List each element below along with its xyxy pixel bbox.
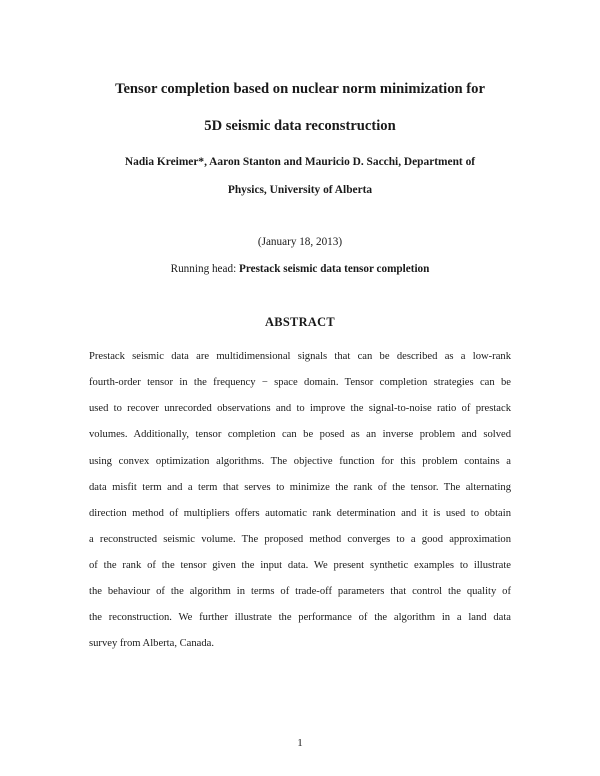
abstract-line: direction method of multipliers offers automatic rank determination and it is used to obtain	[89, 508, 511, 519]
date: (January 18, 2013)	[257, 236, 343, 248]
running-head-label: Running head:	[170, 263, 237, 275]
abstract-line: data misfit term and a term that serves to minimize the rank of the tensor. The alternating	[89, 482, 511, 493]
running-head	[0, 263, 600, 275]
paper-title-line-1: Tensor completion based on nuclear norm minimization for	[115, 81, 485, 97]
abstract-line: the reconstruction. We further illustrate the performance of the algorithm in a land data	[89, 612, 511, 623]
abstract-line: volumes. Additionally, tensor completion can be posed as an inverse problem and solved	[89, 429, 511, 440]
abstract-line: a reconstructed seismic volume. The proposed method converges to a good approximation	[89, 534, 511, 545]
authors-line-1: Nadia Kreimer*, Aaron Stanton and Mauricio D. Sacchi, Department of	[124, 156, 476, 168]
abstract-line: using convex optimization algorithms. The objective function for this problem contains a	[89, 456, 511, 467]
page-number: 1	[297, 737, 303, 749]
abstract-line: of the rank of the tensor given the input data. We present synthetic examples to illustrate	[89, 560, 511, 571]
abstract-line: the behaviour of the algorithm in terms of trade-off parameters that control the quality of	[89, 586, 511, 597]
abstract-heading: ABSTRACT	[265, 315, 335, 329]
abstract-line: Prestack seismic data are multidimensional signals that can be described as a low-rank	[89, 351, 511, 362]
abstract-line: fourth-order tensor in the frequency − space domain. Tensor completion strategies can be	[89, 377, 511, 388]
running-head-text: Prestack seismic data tensor completion	[239, 263, 430, 275]
abstract-line: survey from Alberta, Canada.	[89, 638, 215, 649]
paper-title-line-2: 5D seismic data reconstruction	[204, 118, 396, 134]
authors-line-2: Physics, University of Alberta	[227, 184, 373, 196]
abstract-line: used to recover unrecorded observations and to improve the signal-to-noise ratio of prestack	[89, 403, 511, 414]
